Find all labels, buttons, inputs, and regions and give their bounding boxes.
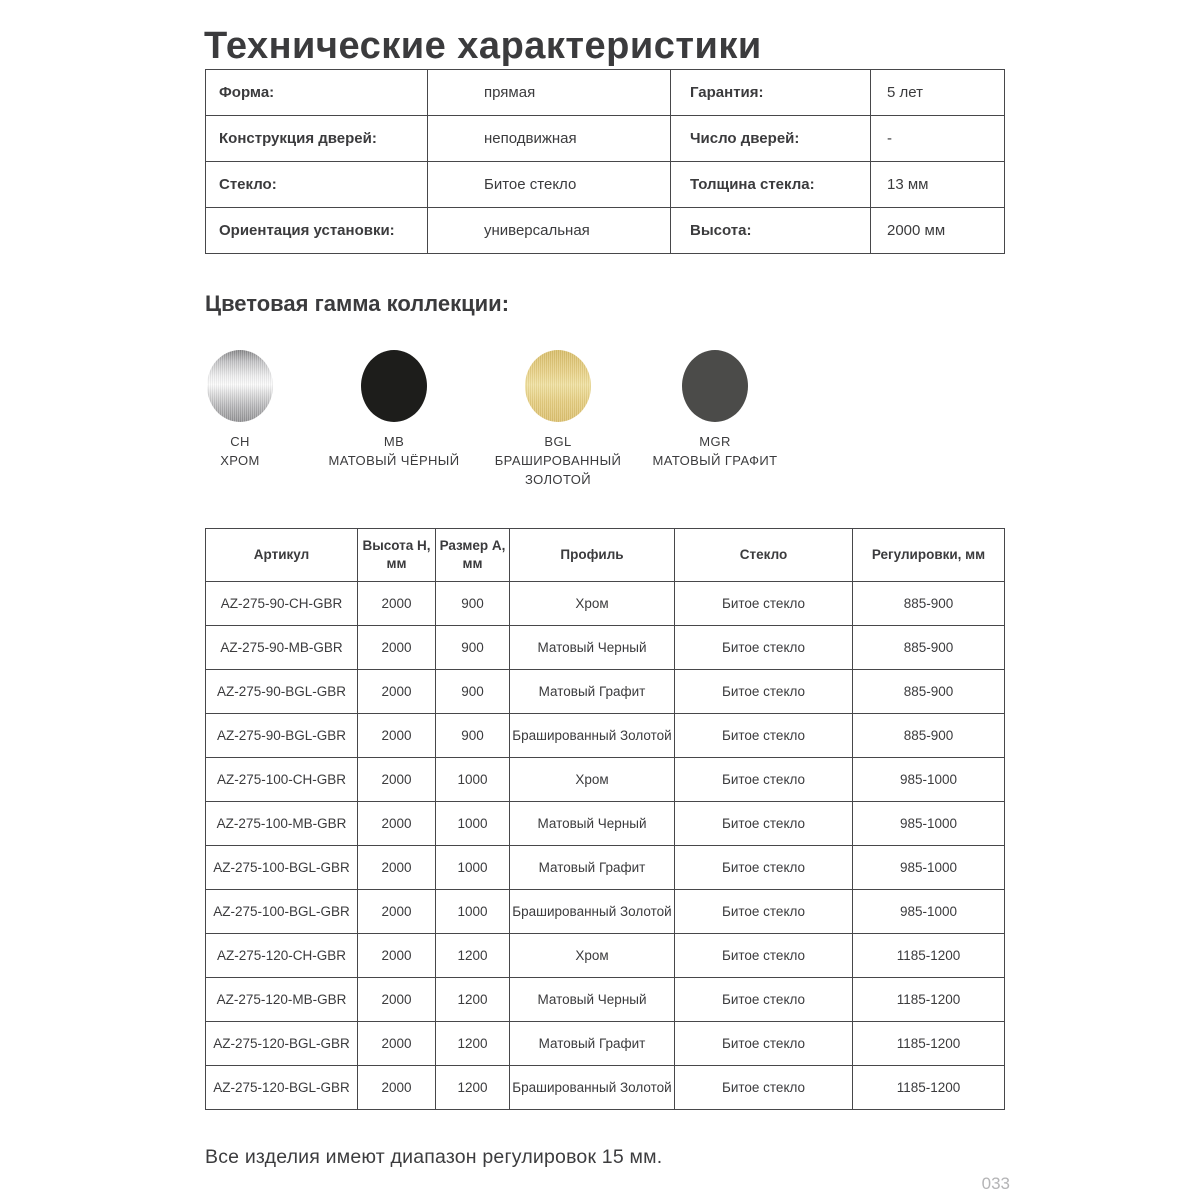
products-cell: 985-1000 bbox=[853, 758, 1005, 802]
spec-label: Конструкция дверей: bbox=[206, 116, 428, 162]
spec-label: Толщина стекла: bbox=[671, 162, 871, 208]
products-row bbox=[206, 846, 1005, 890]
products-cell: 885-900 bbox=[853, 714, 1005, 758]
colors-section-heading: Цветовая гамма коллекции: bbox=[205, 291, 510, 316]
products-cell: 885-900 bbox=[853, 582, 1005, 626]
swatch-ch bbox=[155, 350, 325, 471]
products-cell: Битое стекло bbox=[675, 758, 853, 802]
products-cell: 985-1000 bbox=[853, 802, 1005, 846]
products-header-cell: Размер A, мм bbox=[436, 529, 510, 582]
swatch-code: MB bbox=[383, 434, 405, 449]
products-header-cell: Профиль bbox=[510, 529, 675, 582]
products-cell: Битое стекло bbox=[675, 582, 853, 626]
swatch-label bbox=[630, 433, 800, 471]
products-cell: Брашированный Золотой bbox=[510, 714, 675, 758]
specs-table-body bbox=[206, 70, 1005, 254]
products-cell: 900 bbox=[436, 670, 510, 714]
spec-value: неподвижная bbox=[428, 116, 671, 162]
products-cell: Матовый Графит bbox=[510, 1022, 675, 1066]
products-cell: 1200 bbox=[436, 934, 510, 978]
color-swatch-circle bbox=[525, 350, 591, 422]
products-cell: Битое стекло bbox=[675, 1022, 853, 1066]
spec-value: 13 мм bbox=[871, 162, 1005, 208]
specs-table bbox=[205, 69, 1005, 254]
swatch-name: ХРОМ bbox=[220, 452, 260, 468]
products-cell: 985-1000 bbox=[853, 890, 1005, 934]
products-table-header-row bbox=[206, 529, 1005, 582]
products-cell: Брашированный Золотой bbox=[510, 890, 675, 934]
footer-note: Все изделия имеют диапазон регулировок 15 мм. bbox=[205, 1146, 663, 1168]
products-cell: 900 bbox=[436, 626, 510, 670]
swatch-label bbox=[473, 433, 643, 490]
products-cell: 2000 bbox=[358, 934, 436, 978]
products-cell: AZ-275-90-BGL-GBR bbox=[206, 714, 358, 758]
swatch-label bbox=[155, 433, 325, 471]
products-cell: AZ-275-120-BGL-GBR bbox=[206, 1022, 358, 1066]
products-cell: AZ-275-90-BGL-GBR bbox=[206, 670, 358, 714]
products-cell: 1185-1200 bbox=[853, 978, 1005, 1022]
color-swatch-circle bbox=[207, 350, 273, 422]
products-cell: Битое стекло bbox=[675, 802, 853, 846]
spec-value: Битое стекло bbox=[428, 162, 671, 208]
products-cell: AZ-275-90-MB-GBR bbox=[206, 626, 358, 670]
products-table-body bbox=[206, 582, 1005, 1110]
products-row bbox=[206, 582, 1005, 626]
products-cell: Битое стекло bbox=[675, 626, 853, 670]
products-cell: 2000 bbox=[358, 1066, 436, 1110]
products-cell: Матовый Графит bbox=[510, 670, 675, 714]
products-cell: Битое стекло bbox=[675, 978, 853, 1022]
swatch-label bbox=[309, 433, 479, 471]
products-cell: Матовый Графит bbox=[510, 846, 675, 890]
products-cell: 1185-1200 bbox=[853, 1066, 1005, 1110]
products-cell: 2000 bbox=[358, 714, 436, 758]
products-cell: 2000 bbox=[358, 802, 436, 846]
products-header-cell: Артикул bbox=[206, 529, 358, 582]
products-cell: AZ-275-90-CH-GBR bbox=[206, 582, 358, 626]
products-cell: 985-1000 bbox=[853, 846, 1005, 890]
products-cell: Битое стекло bbox=[675, 846, 853, 890]
products-row bbox=[206, 978, 1005, 1022]
color-swatch-circle bbox=[361, 350, 427, 422]
swatch-bgl bbox=[473, 350, 643, 490]
products-cell: 2000 bbox=[358, 670, 436, 714]
spec-label: Форма: bbox=[206, 70, 428, 116]
products-cell: AZ-275-100-CH-GBR bbox=[206, 758, 358, 802]
swatch-name: МАТОВЫЙ ЧЁРНЫЙ bbox=[328, 452, 460, 468]
products-cell: Хром bbox=[510, 758, 675, 802]
products-row bbox=[206, 626, 1005, 670]
products-cell: 1185-1200 bbox=[853, 934, 1005, 978]
products-cell: Битое стекло bbox=[675, 714, 853, 758]
spec-label: Стекло: bbox=[206, 162, 428, 208]
products-cell: 2000 bbox=[358, 758, 436, 802]
swatch-mgr bbox=[630, 350, 800, 471]
spec-value: 2000 мм bbox=[871, 208, 1005, 254]
products-cell: 2000 bbox=[358, 1022, 436, 1066]
products-cell: AZ-275-100-MB-GBR bbox=[206, 802, 358, 846]
spec-value: - bbox=[871, 116, 1005, 162]
products-cell: Битое стекло bbox=[675, 1066, 853, 1110]
products-header-cell: Высота H, мм bbox=[358, 529, 436, 582]
spec-value: универсальная bbox=[428, 208, 671, 254]
products-cell: 900 bbox=[436, 582, 510, 626]
swatch-name: МАТОВЫЙ ГРАФИТ bbox=[652, 452, 778, 468]
products-cell: Битое стекло bbox=[675, 890, 853, 934]
products-cell: 885-900 bbox=[853, 626, 1005, 670]
products-header-cell: Регулировки, мм bbox=[853, 529, 1005, 582]
color-swatches-row bbox=[0, 350, 1200, 520]
swatch-name: БРАШИРОВАННЫЙ ЗОЛОТОЙ bbox=[494, 452, 622, 487]
specs-row bbox=[206, 116, 1005, 162]
products-cell: 2000 bbox=[358, 582, 436, 626]
products-cell: 2000 bbox=[358, 846, 436, 890]
specs-row bbox=[206, 70, 1005, 116]
products-cell: 900 bbox=[436, 714, 510, 758]
products-row bbox=[206, 890, 1005, 934]
swatch-code: BGL bbox=[544, 434, 572, 449]
specs-row bbox=[206, 162, 1005, 208]
products-cell: Матовый Черный bbox=[510, 802, 675, 846]
spec-label: Ориентация установки: bbox=[206, 208, 428, 254]
products-row bbox=[206, 934, 1005, 978]
products-cell: 2000 bbox=[358, 890, 436, 934]
swatch-code: CH bbox=[230, 434, 250, 449]
page-number: 033 bbox=[981, 1174, 1010, 1193]
products-cell: 2000 bbox=[358, 626, 436, 670]
products-cell: AZ-275-100-BGL-GBR bbox=[206, 890, 358, 934]
products-row bbox=[206, 758, 1005, 802]
products-cell: Матовый Черный bbox=[510, 978, 675, 1022]
color-swatch-circle bbox=[682, 350, 748, 422]
products-table bbox=[205, 528, 1005, 1110]
spec-label: Гарантия: bbox=[671, 70, 871, 116]
products-cell: 1200 bbox=[436, 1066, 510, 1110]
spec-label: Число дверей: bbox=[671, 116, 871, 162]
products-header-cell: Стекло bbox=[675, 529, 853, 582]
specs-row bbox=[206, 208, 1005, 254]
products-row bbox=[206, 1066, 1005, 1110]
products-cell: 1185-1200 bbox=[853, 1022, 1005, 1066]
products-cell: Хром bbox=[510, 934, 675, 978]
spec-value: 5 лет bbox=[871, 70, 1005, 116]
products-cell: AZ-275-120-CH-GBR bbox=[206, 934, 358, 978]
products-cell: AZ-275-120-BGL-GBR bbox=[206, 1066, 358, 1110]
products-cell: 1000 bbox=[436, 758, 510, 802]
spec-value: прямая bbox=[428, 70, 671, 116]
products-cell: Битое стекло bbox=[675, 934, 853, 978]
products-cell: 1000 bbox=[436, 890, 510, 934]
products-cell: 885-900 bbox=[853, 670, 1005, 714]
products-cell: Матовый Черный bbox=[510, 626, 675, 670]
page-title: Технические характеристики bbox=[204, 25, 762, 68]
swatch-code: MGR bbox=[699, 434, 731, 449]
products-row bbox=[206, 714, 1005, 758]
products-cell: 1200 bbox=[436, 978, 510, 1022]
products-row bbox=[206, 1022, 1005, 1066]
products-cell: 1000 bbox=[436, 846, 510, 890]
products-cell: 2000 bbox=[358, 978, 436, 1022]
products-row bbox=[206, 670, 1005, 714]
products-cell: 1000 bbox=[436, 802, 510, 846]
products-cell: Хром bbox=[510, 582, 675, 626]
products-row bbox=[206, 802, 1005, 846]
products-cell: Брашированный Золотой bbox=[510, 1066, 675, 1110]
products-cell: 1200 bbox=[436, 1022, 510, 1066]
swatch-mb bbox=[309, 350, 479, 471]
products-cell: Битое стекло bbox=[675, 670, 853, 714]
spec-label: Высота: bbox=[671, 208, 871, 254]
products-cell: AZ-275-100-BGL-GBR bbox=[206, 846, 358, 890]
products-cell: AZ-275-120-MB-GBR bbox=[206, 978, 358, 1022]
